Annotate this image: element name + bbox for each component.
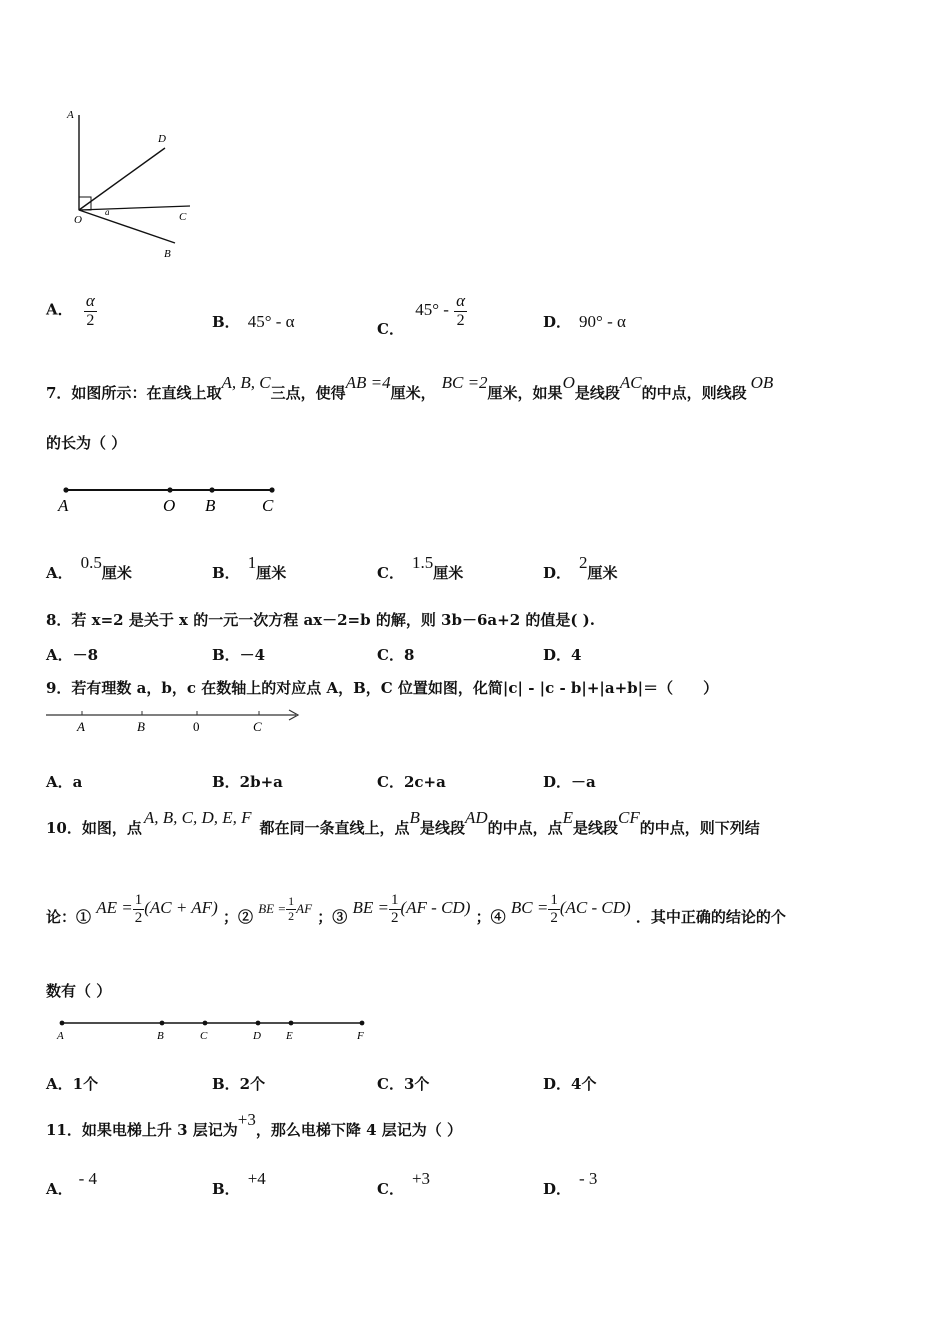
q9-axis-A: A — [77, 719, 85, 734]
q10-fig-D: D — [253, 1030, 261, 1042]
fig6-label-D: D — [158, 133, 166, 145]
q8-option-b: B．－4 — [212, 646, 266, 664]
q10-option-a: A．1个 — [46, 1075, 99, 1093]
q6-option-b: B． 45° - α — [212, 312, 295, 331]
q9-number-line — [44, 705, 306, 737]
q9-axis-zero: 0 — [193, 719, 200, 734]
fig6-label-C: C — [179, 211, 187, 223]
q7-question: 7．如图所示：在直线上取A, B, C三点，使得AB =4厘米，BC =2厘米，如果O是线段AC的中点，则线段OB — [46, 373, 774, 402]
q8-option-a: A．－8 — [46, 646, 99, 664]
q10-conclusions: 论：① AE = $\frac{1}{2}$ (AC + AF) ；② BE = $\frac{1}{2}$ AF ；③ BE = $\frac{1}{2}$ (AF - CD) ；④ BC = $\frac{1}{2}$ (AC - CD) ．其中正确的结论的个 — [46, 892, 786, 926]
q6-option-c: C． 45° - $\frac{\alpha}{2}$ — [377, 291, 466, 338]
q7-option-d: D．2厘米 — [543, 553, 618, 582]
angle-figure — [55, 100, 205, 270]
q7-fig-O: O — [163, 496, 176, 515]
q7-option-a: A．0.5厘米 — [46, 553, 132, 582]
q9-option-b: B．2b+a — [212, 773, 283, 791]
q6-option-d: D． 90° - α — [543, 312, 626, 331]
q9-option-c: C．2c+a — [377, 773, 446, 791]
q8-option-d: D．4 — [543, 646, 582, 664]
q9-option-d: D．－a — [543, 773, 596, 791]
q11-option-b: B．+4 — [212, 1169, 266, 1198]
q7-fig-B: B — [205, 496, 216, 515]
q11-option-a: A．- 4 — [46, 1169, 98, 1198]
q8-question: 8．若 x=2 是关于 x 的一元一次方程 ax－2=b 的解，则 3b－6a+2 的值是( ). — [46, 611, 595, 629]
q10-fig-B: B — [157, 1030, 164, 1042]
fig6-label-A: A — [67, 109, 74, 121]
q10-option-b: B．2个 — [212, 1075, 266, 1093]
q7-question-line2: 的长为（ ） — [46, 434, 127, 452]
q8-option-c: C．8 — [377, 646, 415, 664]
q7-option-b: B．1厘米 — [212, 553, 287, 582]
q10-option-d: D．4个 — [543, 1075, 597, 1093]
q9-option-a: A．a — [46, 773, 83, 791]
q11-option-d: D．- 3 — [543, 1169, 598, 1198]
q7-option-c: C．1.5厘米 — [377, 553, 464, 582]
q10-fig-E: E — [286, 1030, 293, 1042]
q10-option-c: C．3个 — [377, 1075, 430, 1093]
fig6-label-O: O — [74, 214, 82, 226]
q10-segment-figure — [50, 1015, 380, 1045]
q11-option-c: C．+3 — [377, 1169, 431, 1198]
q9-question: 9．若有理数 a，b，c 在数轴上的对应点 A，B，C 位置如图，化简|c| - |c - b|+|a+b|＝（ ） — [46, 679, 719, 697]
q6-option-a: A． $\frac{\alpha}{2}$ — [46, 291, 95, 329]
fig6-label-alpha: a — [105, 207, 110, 217]
q10-fig-C: C — [200, 1030, 208, 1042]
q9-axis-C: C — [253, 719, 262, 734]
q11-question: 11．如果电梯上升 3 层记为+3，那么电梯下降 4 层记为（ ） — [46, 1110, 462, 1139]
q10-question-line3: 数有（ ） — [46, 982, 112, 1000]
q7-segment-figure — [50, 478, 290, 518]
q10-fig-F: F — [357, 1030, 364, 1042]
q7-fig-C: C — [262, 496, 274, 515]
fig6-label-B: B — [164, 248, 171, 260]
q7-fig-A: A — [58, 496, 69, 515]
q10-fig-A: A — [57, 1030, 64, 1042]
q9-axis-B: B — [137, 719, 145, 734]
q10-question: 10．如图，点A, B, C, D, E, F都在同一条直线上，点B是线段AD的中点，点E是线段CF的中点，则下列结 — [46, 808, 760, 837]
